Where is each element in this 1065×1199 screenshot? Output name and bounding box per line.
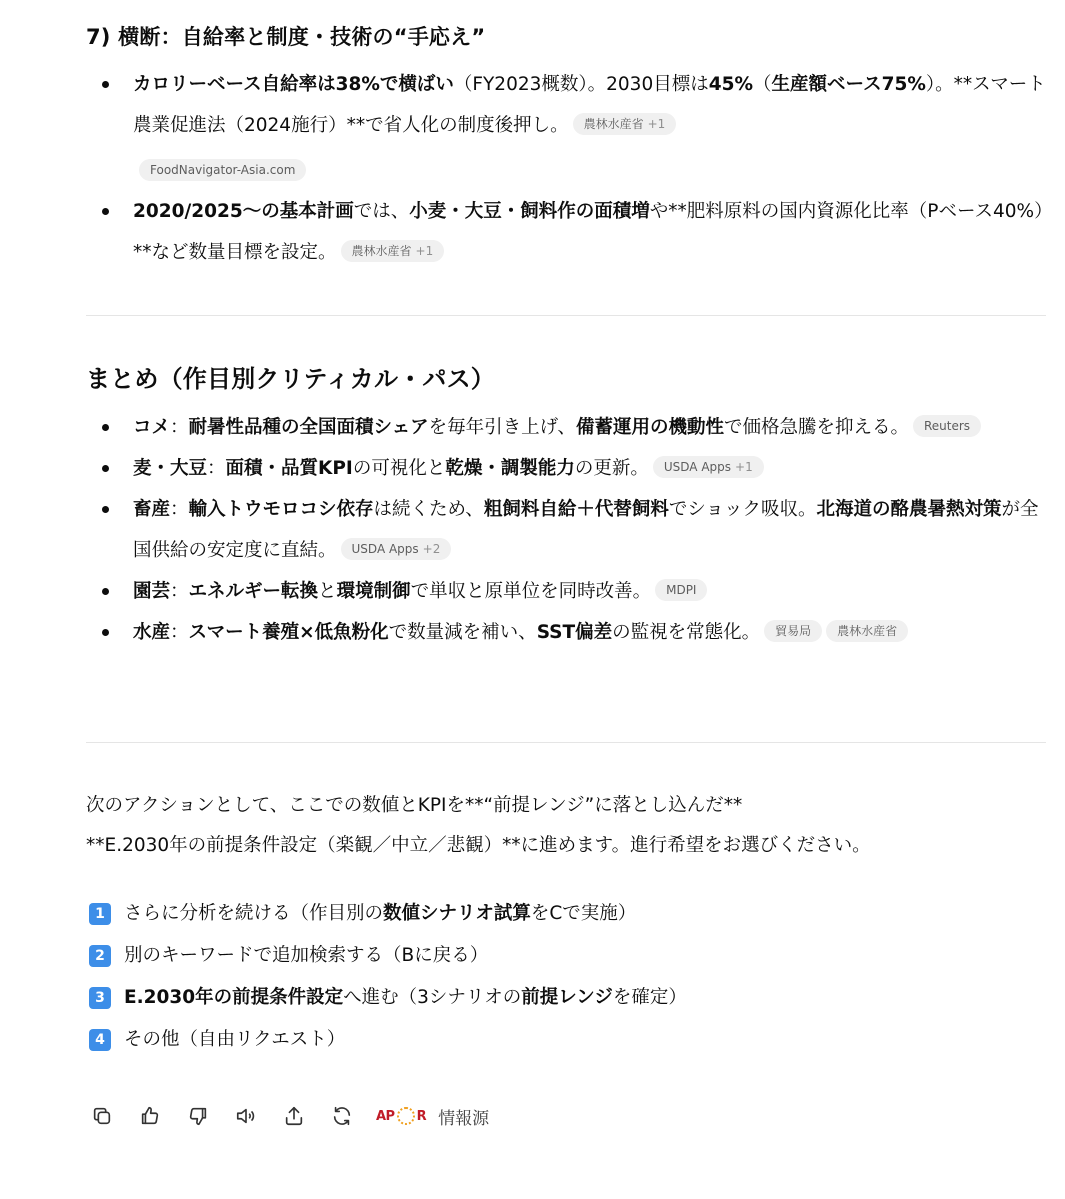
summary-heading: まとめ（作目別クリティカル・パス）: [86, 365, 495, 393]
copy-icon: [91, 1105, 113, 1127]
share-icon: [283, 1105, 305, 1127]
message-action-bar: [86, 1100, 489, 1132]
section-7-heading: 7) 横断：自給率と制度・技術の“手応え”: [86, 25, 486, 49]
source-logo-icon: AP R: [376, 1108, 427, 1124]
divider: [86, 315, 1046, 316]
next-action-text: 次のアクションとして、ここでの数値とKPIを**“前提レンジ”に落とし込んだ**: [86, 795, 743, 816]
thumbs-down-icon: [187, 1105, 209, 1127]
list-item: 2020/2025〜の基本計画では、小麦・大豆・飼料作の面積増や**肥料原料の国内資源化比率（Pベース40%）**など数量目標を設定。 農林水産省 +1: [86, 191, 1046, 273]
option-2[interactable]: 2 別のキーワードで追加検索する（Bに戻る）: [86, 935, 1046, 977]
list-item: カロリーベース自給率は38%で横ばい（FY2023概数）。2030目標は45%（生産額ベース75%）。**スマート農業促進法（2024施行）**で省人化の制度後押し。 農林水産省 +1: [86, 64, 1046, 146]
sources-button[interactable]: [376, 1104, 489, 1129]
citation-pill[interactable]: 農林水産省 +1: [341, 240, 445, 262]
citation-pill[interactable]: 貿易局: [764, 620, 822, 642]
list-item: 水産：スマート養殖×低魚粉化で数量減を補い、SST偏差の監視を常態化。 貿易局 農林水産省: [86, 612, 1046, 653]
option-list: [86, 893, 1046, 1061]
citation-pill[interactable]: MDPI: [655, 579, 707, 601]
list-item: コメ：耐暑性品種の全国面積シェアを毎年引き上げ、備蓄運用の機動性で価格急騰を抑える。 Reuters: [86, 407, 1046, 448]
citation-pill[interactable]: Reuters: [913, 415, 981, 437]
keycap-2-icon: 2: [89, 945, 111, 967]
list-item: 園芸：エネルギー転換と環境制御で単収と原単位を同時改善。 MDPI: [86, 571, 1046, 612]
regenerate-button[interactable]: [326, 1100, 358, 1132]
citation-pill[interactable]: USDA Apps +2: [341, 538, 452, 560]
keycap-3-icon: 3: [89, 987, 111, 1009]
option-1[interactable]: 1 さらに分析を続ける（作目別の数値シナリオ試算をCで実施）: [86, 893, 1046, 935]
citation-pill[interactable]: FoodNavigator-Asia.com: [139, 159, 306, 181]
citation-pill[interactable]: USDA Apps +1: [653, 456, 764, 478]
divider: [86, 742, 1046, 743]
good-response-button[interactable]: [134, 1100, 166, 1132]
section-7-list: [86, 64, 1046, 146]
citation-pill[interactable]: 農林水産省 +1: [573, 113, 677, 135]
list-item: 畜産：輸入トウモロコシ依存は続くため、粗飼料自給＋代替飼料でショック吸収。北海道の酪農暑熱対策が全国供給の安定度に直結。 USDA Apps +2: [86, 489, 1046, 571]
citation-pill[interactable]: 農林水産省: [826, 620, 908, 642]
keycap-4-icon: 4: [89, 1029, 111, 1051]
sources-label: 情報源: [438, 1108, 490, 1129]
next-action-text: **E.2030年の前提条件設定（楽観／中立／悲観）**に進めます。進行希望をお選びください。: [86, 835, 871, 856]
bad-response-button[interactable]: [182, 1100, 214, 1132]
option-3[interactable]: 3 E.2030年の前提条件設定へ進む（3シナリオの前提レンジを確定）: [86, 977, 1046, 1019]
speaker-icon: [235, 1105, 257, 1127]
list-item: 麦・大豆：面積・品質KPIの可視化と乾燥・調製能力の更新。 USDA Apps +1: [86, 448, 1046, 489]
option-4[interactable]: 4 その他（自由リクエスト）: [86, 1019, 1046, 1061]
share-button[interactable]: [278, 1100, 310, 1132]
read-aloud-button[interactable]: [230, 1100, 262, 1132]
summary-list: [86, 407, 1046, 653]
copy-button[interactable]: [86, 1100, 118, 1132]
thumbs-up-icon: [139, 1105, 161, 1127]
regenerate-icon: [331, 1105, 353, 1127]
keycap-1-icon: 1: [89, 903, 111, 925]
